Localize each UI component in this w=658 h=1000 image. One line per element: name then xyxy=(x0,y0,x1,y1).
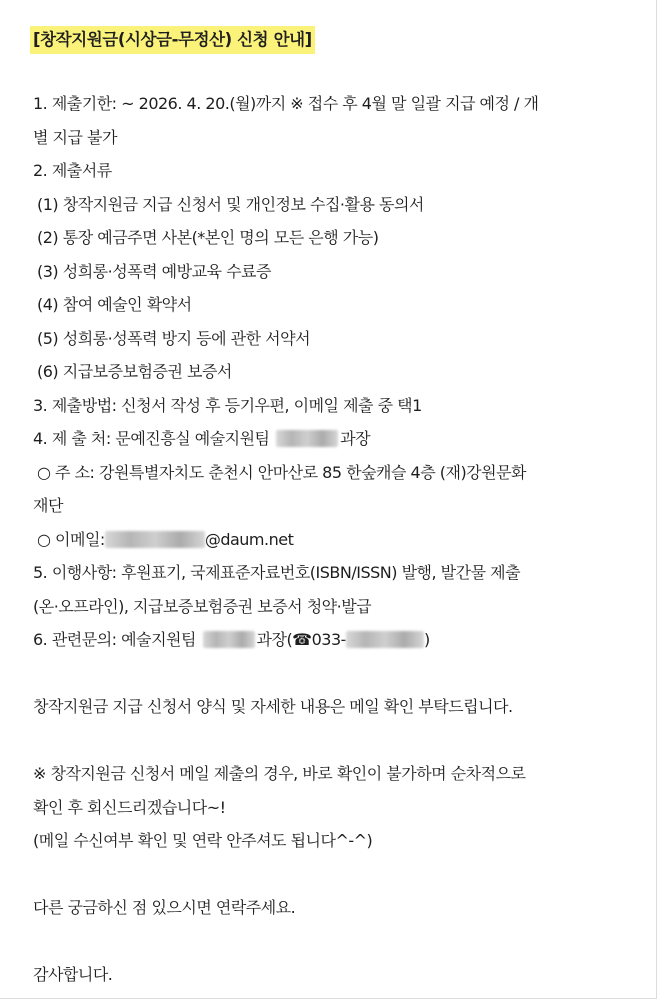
obligations-line-cont: (온·오프라인), 지급보증보험증권 보증서 청약·발급 xyxy=(33,596,372,616)
documents-heading: 2. 제출서류 xyxy=(33,161,112,180)
redacted-phone xyxy=(346,631,424,648)
notice-title: [창작지원금(시상금-무정산) 신청 안내] xyxy=(30,26,315,54)
document-item-2: (2) 통장 예금주면 사본(*본인 명의 모든 은행 가능) xyxy=(37,228,379,247)
document-item-4: (4) 참여 예술인 확약서 xyxy=(37,295,192,314)
inquiry-phone-prefix: 과장(☎033- xyxy=(256,630,346,649)
deadline-line: 1. 제출기한: ~ 2026. 4. 20.(월)까지 ※ 접수 후 4월 말 일괄 지급 예정 / 개 xyxy=(33,94,539,113)
redacted-name xyxy=(276,430,338,447)
contact-line: 다른 궁금하신 점 있으시면 연락주세요. xyxy=(33,898,296,917)
email-domain: @daum.net xyxy=(204,529,294,549)
redacted-email xyxy=(105,531,205,548)
obligations-line: 5. 이행사항: 후원표기, 국제표준자료번호(ISBN/ISSN) 발행, 발간물 제출 xyxy=(33,563,521,582)
submission-method-line: 3. 제출방법: 신청서 작성 후 등기우편, 이메일 제출 중 택1 xyxy=(33,395,422,415)
inquiry-close: ) xyxy=(423,630,430,649)
address-line: ○ 주 소: 강원특별자치도 춘천시 안마산로 85 한숲캐슬 4층 (재)강원문화 xyxy=(37,462,527,482)
document-item-5: (5) 성희롱·성폭력 방지 등에 관한 서약서 xyxy=(37,328,311,348)
email-notice-line-3: (메일 수신여부 확인 및 연락 안주셔도 됩니다^-^) xyxy=(33,831,373,850)
form-request-paragraph: 창작지원금 지급 신청서 양식 및 자세한 내용은 메일 확인 부탁드립니다. xyxy=(33,697,513,716)
document-item-1: (1) 창작지원금 지급 신청서 및 개인정보 수집·활용 동의서 xyxy=(37,194,424,214)
email-notice-line-2: 확인 후 회신드리겠습니다~! xyxy=(33,797,226,817)
deadline-line-cont: 별 지급 불가 xyxy=(33,127,117,147)
document-item-3: (3) 성희롱·성폭력 예방교육 수료증 xyxy=(37,261,271,281)
submission-office-title: 과장 xyxy=(340,429,371,448)
submission-office-line xyxy=(33,422,644,456)
inquiry-text: 6. 관련문의: 예술지원팀 xyxy=(33,630,196,649)
email-label: ○ 이메일: xyxy=(37,529,105,549)
redacted-name xyxy=(203,631,255,648)
email-notice-line-1: ※ 창작지원금 신청서 메일 제출의 경우, 바로 확인이 불가하며 순차적으로 xyxy=(33,764,526,783)
notice-body xyxy=(33,26,644,992)
email-line xyxy=(33,523,644,557)
document-item-6: (6) 지급보증보험증권 보증서 xyxy=(37,362,232,381)
thanks-line: 감사합니다. xyxy=(33,965,113,984)
address-line-cont: 재단 xyxy=(33,496,63,515)
inquiry-line xyxy=(33,623,644,657)
submission-office-text: 4. 제 출 처: 문예진흥실 예술지원팀 xyxy=(33,429,270,448)
